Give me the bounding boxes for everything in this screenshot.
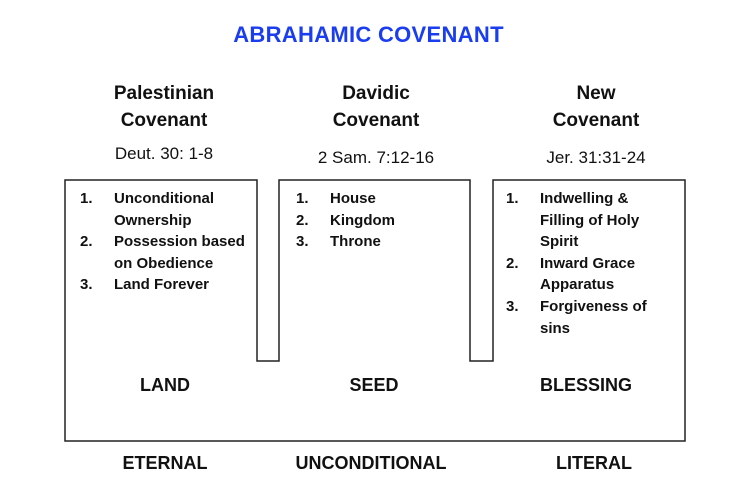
unconditional-label: UNCONDITIONAL — [295, 453, 447, 473]
item-text: Land Forever — [114, 276, 210, 294]
item-number: 1. — [296, 190, 309, 207]
item-number: 3. — [506, 297, 519, 315]
list-item — [80, 274, 252, 296]
heading-line: New — [576, 83, 616, 104]
heading-line: Covenant — [552, 110, 640, 131]
new-list — [506, 188, 666, 339]
list-item — [296, 188, 464, 210]
item-number: 1. — [80, 190, 93, 207]
item-number: 2. — [80, 233, 93, 251]
item-text: Indwelling & Filling of Holy Spirit — [540, 190, 640, 251]
heading-line: Covenant — [120, 110, 208, 131]
list-item — [506, 296, 666, 339]
blessing-label: BLESSING — [539, 375, 632, 395]
item-number: 2. — [296, 211, 309, 229]
palestinian-list — [80, 188, 252, 296]
item-text: House — [330, 190, 376, 207]
list-item — [80, 188, 252, 231]
list-item — [296, 210, 464, 232]
new-reference: Jer. 31:31-24 — [546, 148, 646, 167]
item-number: 3. — [296, 233, 309, 251]
item-text: Kingdom — [330, 211, 395, 229]
eternal-label: ETERNAL — [122, 453, 208, 473]
palestinian-reference: Deut. 30: 1-8 — [114, 144, 214, 163]
heading-line: Palestinian — [113, 83, 215, 104]
item-number: 1. — [506, 190, 519, 207]
heading-line: Davidic — [342, 83, 410, 104]
literal-label: LITERAL — [556, 453, 632, 473]
list-item — [506, 253, 666, 296]
davidic-list — [296, 188, 464, 253]
item-text: Forgiveness of sins — [540, 297, 647, 337]
item-text: Unconditional Ownership — [114, 190, 214, 229]
heading-line: Covenant — [332, 110, 420, 131]
list-item — [80, 231, 252, 274]
diagram-title: ABRAHAMIC COVENANT — [233, 22, 504, 47]
item-number: 3. — [80, 276, 93, 294]
land-label: LAND — [140, 375, 190, 395]
list-item — [296, 231, 464, 253]
item-text: Possession based on Obedience — [114, 233, 245, 272]
item-text: Throne — [330, 233, 381, 251]
davidic-reference: 2 Sam. 7:12-16 — [317, 148, 435, 167]
item-number: 2. — [506, 254, 519, 272]
seed-label: SEED — [349, 375, 399, 395]
list-item — [506, 188, 666, 253]
item-text: Inward Grace Apparatus — [540, 254, 636, 294]
